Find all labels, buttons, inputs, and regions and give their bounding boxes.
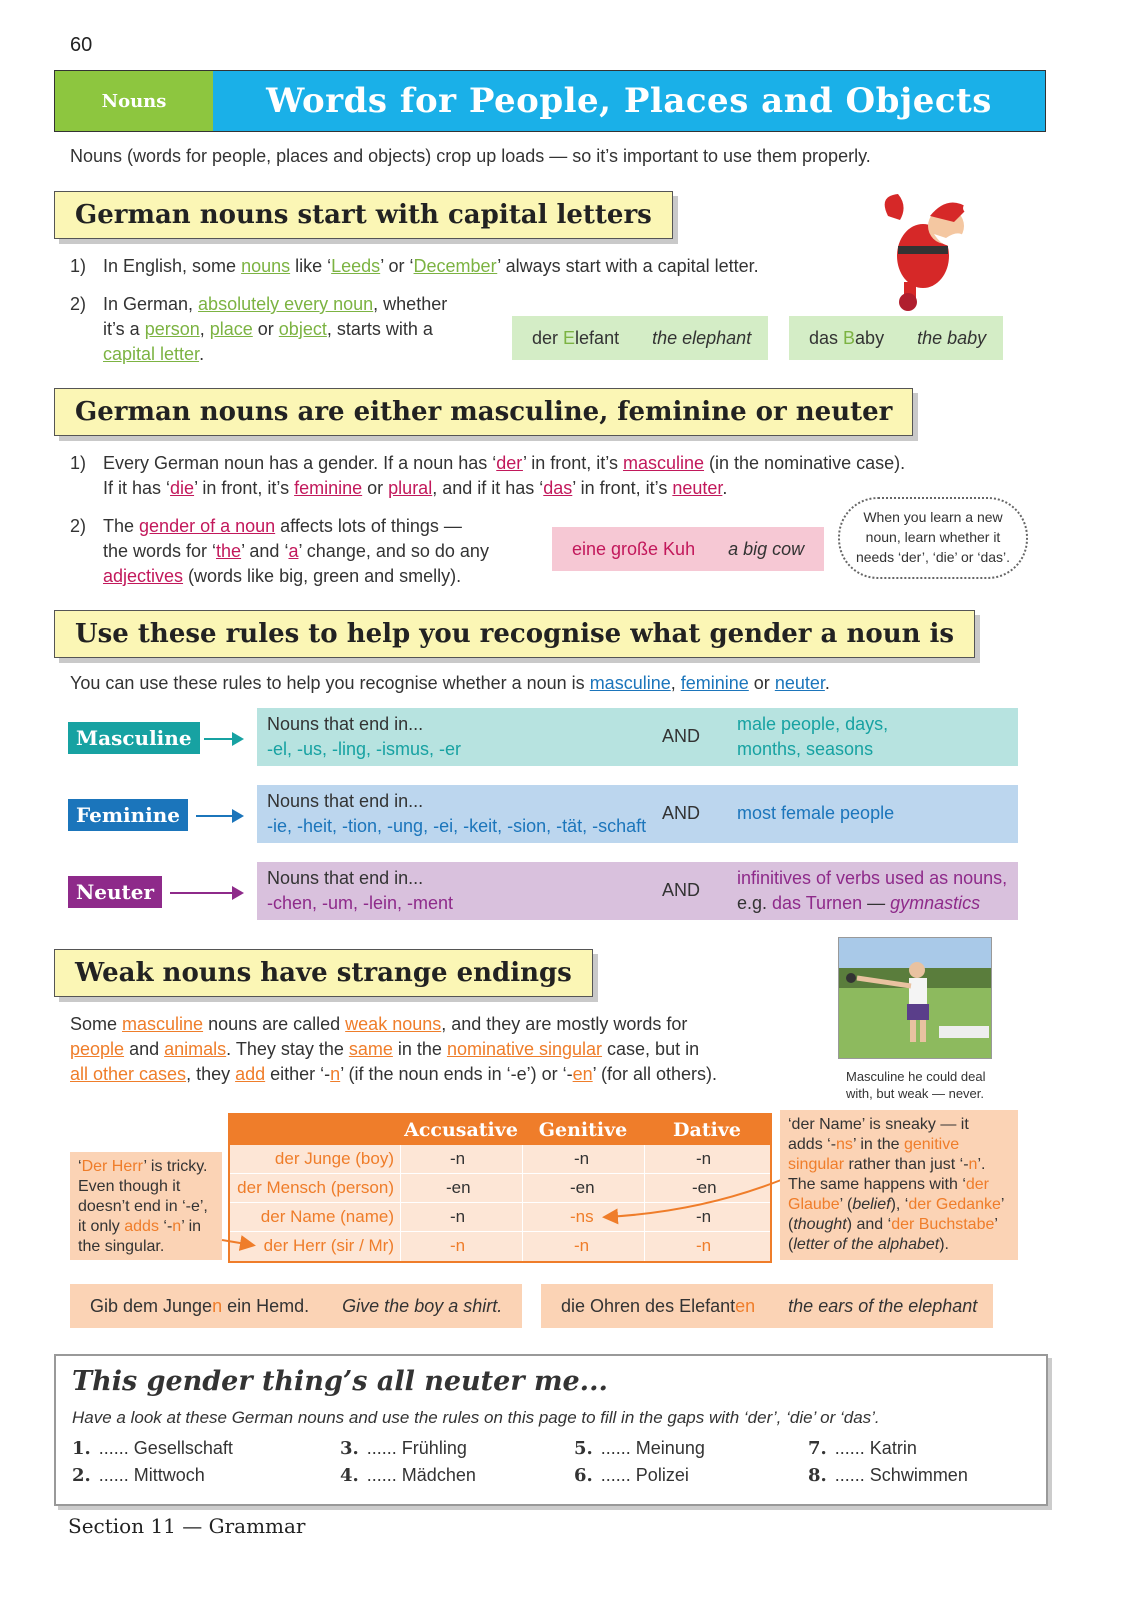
- quiz-word: ...... Meinung: [600, 1438, 705, 1458]
- text-run: ’ in the: [852, 1136, 904, 1153]
- highlight-add: add: [235, 1064, 266, 1084]
- text-run: rather than just ‘-: [844, 1156, 969, 1173]
- header-accusative: Accusative: [400, 1115, 522, 1145]
- rules-intro: [70, 673, 830, 694]
- quiz-title: This gender thing’s all neuter me...: [72, 1366, 608, 1397]
- cell-accusative: -n: [450, 1149, 466, 1168]
- text-run: ’ (if the noun ends in ‘-e’) or ‘-: [340, 1064, 573, 1084]
- note-der-name: [780, 1110, 1018, 1260]
- text-run: either ‘-: [265, 1064, 331, 1084]
- table-corner: [230, 1115, 400, 1145]
- quiz-item: [72, 1438, 233, 1459]
- highlight-december: December: [413, 256, 498, 276]
- text-run: ’ in front, it’s: [194, 478, 295, 498]
- text-run: lefant: [575, 328, 620, 348]
- text-run: ‘: [78, 1158, 82, 1175]
- quiz-number: 2.: [72, 1465, 91, 1486]
- highlight-genitive: genitive: [903, 1136, 960, 1153]
- highlight-feminine: feminine: [294, 478, 363, 498]
- text-run: In German,: [103, 294, 199, 314]
- rule-lead: Nouns that end in...: [267, 868, 424, 888]
- text-run: ) and ‘: [846, 1216, 892, 1233]
- text-run: like ‘: [290, 256, 332, 276]
- list-number: 1): [70, 256, 87, 276]
- text-run: Gib dem Junge: [90, 1296, 213, 1316]
- text-run: ‘-: [158, 1218, 173, 1235]
- quiz-instruction: Have a look at these German nouns and use the rules on this page to fill in the gaps with ‘der’, ‘die’ or ‘das’.: [72, 1408, 880, 1427]
- highlight-absolutely-every-noun: absolutely every noun: [198, 294, 374, 314]
- text-run: aby: [855, 328, 885, 348]
- text-run: ’: [994, 1216, 998, 1233]
- example-word: das Turnen: [772, 893, 863, 913]
- quiz-item: [72, 1465, 205, 1486]
- note-line: needs ‘der’, ‘die’ or ‘das’.: [855, 549, 1011, 565]
- text-run: it’s a: [103, 319, 145, 339]
- cell-genitive: -n: [574, 1236, 590, 1255]
- quiz-number: 8.: [808, 1465, 827, 1486]
- note-bubble: [838, 497, 1028, 579]
- highlight-der-gedanke: der Gedanke: [908, 1196, 1001, 1213]
- example-elephant: [512, 316, 768, 360]
- intro-text: Nouns (words for people, places and objects) crop up loads — so it’s important to use them properly.: [70, 146, 871, 166]
- text-run: der: [532, 328, 564, 348]
- highlight-person: person: [144, 319, 200, 339]
- text-run: You can use these rules to help you recognise whether a noun is: [70, 673, 590, 693]
- rule-extra: male people, days,: [737, 714, 889, 734]
- rule-lead: Nouns that end in...: [267, 791, 424, 811]
- rule-extra: months, seasons: [737, 739, 874, 759]
- text-run: (: [788, 1216, 794, 1233]
- highlight-object: object: [278, 319, 327, 339]
- text-run: the singular.: [78, 1238, 165, 1255]
- translation: Give the boy a shirt.: [342, 1296, 503, 1316]
- quiz-word: ...... Mittwoch: [98, 1465, 205, 1485]
- example-elephant-ears: [541, 1284, 993, 1328]
- highlight-der: der: [965, 1176, 989, 1193]
- label-masculine: Masculine: [68, 722, 200, 754]
- arrow-neuter: [170, 892, 242, 894]
- page-number: 60: [70, 34, 93, 56]
- text-run: ’ in front, it’s: [522, 453, 623, 473]
- text-run: ), ‘: [890, 1196, 909, 1213]
- quiz-item: [574, 1438, 705, 1459]
- rule-extra: most female people: [737, 803, 895, 823]
- text-run: , they: [186, 1064, 236, 1084]
- row-noun: der Name (name): [260, 1207, 394, 1226]
- arrow-feminine: [196, 815, 242, 817]
- text-run: . They stay the: [226, 1039, 349, 1059]
- footer: Section 11 — Grammar: [68, 1514, 306, 1538]
- quiz-item: [808, 1438, 917, 1459]
- text-run: e.g.: [737, 893, 773, 913]
- text-run: , starts with a: [326, 319, 433, 339]
- translation: gymnastics: [890, 893, 981, 913]
- photo-caption: [846, 1068, 985, 1102]
- highlight-n: n: [968, 1156, 978, 1173]
- quiz-word: ...... Katrin: [834, 1438, 917, 1458]
- section2-point-2: [70, 514, 550, 589]
- text-run: ’.: [977, 1156, 986, 1173]
- highlight-n: n: [330, 1064, 341, 1084]
- row-noun: der Junge (boy): [274, 1149, 394, 1168]
- quiz-number: 7.: [808, 1438, 827, 1459]
- arrow-masculine: [204, 738, 242, 740]
- quiz-item: [340, 1438, 467, 1459]
- text-run: ’ change, and so do any: [298, 541, 489, 561]
- header-genitive: Genitive: [522, 1115, 644, 1145]
- highlight-neuter: neuter: [672, 478, 723, 498]
- text-run: and: [124, 1039, 165, 1059]
- highlight-ending: n: [212, 1296, 223, 1316]
- quiz-box: [54, 1354, 1048, 1506]
- text-run: Even though it: [78, 1178, 181, 1195]
- capital-letter: E: [563, 328, 576, 348]
- text-run: it only: [78, 1218, 125, 1235]
- title-bar: [54, 70, 1046, 132]
- highlight-animals: animals: [164, 1039, 227, 1059]
- highlight-n: n: [172, 1218, 182, 1235]
- text-run: adds ‘-: [788, 1136, 837, 1153]
- rule-and: AND: [662, 726, 701, 746]
- text-run: das: [809, 328, 844, 348]
- highlight-ns: ns: [836, 1136, 853, 1153]
- rule-extra: infinitives of verbs used as nouns,: [737, 868, 1008, 888]
- capital-letter: B: [843, 328, 856, 348]
- text-run: ein Hemd.: [222, 1296, 310, 1316]
- text-run: ‘der Name’ is sneaky — it: [788, 1116, 969, 1133]
- section1-point-1: [70, 254, 870, 279]
- highlight-singular: singular: [788, 1156, 845, 1173]
- quiz-number: 1.: [72, 1438, 91, 1459]
- translation: letter of the alphabet: [793, 1236, 940, 1253]
- text-run: ’ always start with a capital letter.: [497, 256, 759, 276]
- text-run: or: [252, 319, 279, 339]
- highlight-adjectives: adjectives: [103, 566, 184, 586]
- highlight-the: the: [216, 541, 242, 561]
- note-line: noun, learn whether it: [865, 529, 1001, 545]
- text-run: the words for ‘: [103, 541, 217, 561]
- heading-weak-nouns: Weak nouns have strange endings: [54, 949, 593, 997]
- text-run: ’ (for all others).: [592, 1064, 718, 1084]
- text-run: ,: [670, 673, 681, 693]
- text-run: In English, some: [103, 256, 242, 276]
- highlight-glaube: Glaube: [788, 1196, 840, 1213]
- highlight-der-herr: Der Herr: [81, 1158, 144, 1175]
- text-run: ’: [1000, 1196, 1005, 1213]
- page-title: Words for People, Places and Objects: [213, 71, 1045, 131]
- quiz-number: 5.: [574, 1438, 593, 1459]
- text-run: ’ and ‘: [241, 541, 289, 561]
- text-run: in the: [392, 1039, 447, 1059]
- heading-capital-letters: German nouns start with capital letters: [54, 191, 673, 239]
- heading-rules: Use these rules to help you recognise what gender a noun is: [54, 610, 975, 658]
- highlight-plural: plural: [388, 478, 433, 498]
- highlight-der-buchstabe: der Buchstabe: [891, 1216, 995, 1233]
- text-run: (in the nominative case).: [704, 453, 906, 473]
- highlight-a: a: [288, 541, 299, 561]
- highlight-das: das: [543, 478, 573, 498]
- cell-genitive: -en: [570, 1178, 595, 1197]
- cell-dative: -n: [696, 1207, 712, 1226]
- text-run: ’ in: [181, 1218, 202, 1235]
- rule-masculine: [257, 708, 1018, 766]
- label-feminine: Feminine: [68, 799, 188, 831]
- text-run: ’ or ‘: [380, 256, 414, 276]
- highlight-adds: adds: [124, 1218, 159, 1235]
- list-number: 2): [70, 516, 87, 536]
- highlight-en: en: [572, 1064, 593, 1084]
- rule-and: AND: [662, 803, 701, 823]
- text-run: (: [788, 1236, 794, 1253]
- text-run: ).: [939, 1236, 949, 1253]
- text-run: If it has ‘: [103, 478, 171, 498]
- text-run: affects lots of things —: [275, 516, 462, 536]
- rule-endings: -chen, -um, -lein, -ment: [267, 893, 454, 913]
- text-run: , and if it has ‘: [432, 478, 544, 498]
- table-row: [230, 1233, 770, 1261]
- quiz-word: ...... Frühling: [366, 1438, 467, 1458]
- highlight-gender-of-a-noun: gender of a noun: [139, 516, 276, 536]
- highlight-neuter: neuter: [774, 673, 825, 693]
- list-number: 1): [70, 453, 87, 473]
- highlight-masculine: masculine: [622, 453, 705, 473]
- text-run: ,: [199, 319, 210, 339]
- highlight-people: people: [70, 1039, 125, 1059]
- row-noun: der Herr (sir / Mr): [263, 1236, 394, 1255]
- text-run: doesn’t end in ‘-e’,: [78, 1198, 208, 1215]
- highlight-same: same: [348, 1039, 393, 1059]
- cell-accusative: -n: [450, 1207, 466, 1226]
- text-run: .: [722, 478, 728, 498]
- text-run: .: [824, 673, 830, 693]
- cell-genitive: -n: [574, 1149, 590, 1168]
- quiz-item: [574, 1465, 689, 1486]
- cell-dative: -en: [692, 1178, 717, 1197]
- example-big-cow: [552, 527, 824, 571]
- german-phrase: eine große Kuh: [572, 539, 696, 559]
- text-run: (words like big, green and smelly).: [183, 566, 462, 586]
- text-run: or: [748, 673, 775, 693]
- cell-accusative: -en: [446, 1178, 471, 1197]
- translation: belief: [852, 1196, 891, 1213]
- translation: a big cow: [728, 539, 805, 559]
- translation: thought: [793, 1216, 847, 1233]
- text-run: Every German noun has a gender. If a noun has ‘: [103, 453, 497, 473]
- caption-line: with, but weak — never.: [846, 1086, 985, 1101]
- highlight-masculine: masculine: [122, 1014, 204, 1034]
- list-number: 2): [70, 294, 87, 314]
- rule-and: AND: [662, 880, 701, 900]
- table-row: [230, 1204, 770, 1232]
- text-run: nouns are called: [203, 1014, 346, 1034]
- highlight-nouns: nouns: [241, 256, 291, 276]
- quiz-word: ...... Schwimmen: [834, 1465, 968, 1485]
- santa-illustration: [868, 186, 978, 311]
- row-noun: der Mensch (person): [237, 1178, 394, 1197]
- rule-feminine: [257, 785, 1018, 843]
- highlight-ending: en: [735, 1296, 756, 1316]
- text-run: The same happens with ‘: [788, 1176, 966, 1193]
- note-der-herr: [70, 1152, 222, 1260]
- text-run: .: [199, 344, 205, 364]
- text-run: , and they are mostly words for: [441, 1014, 688, 1034]
- highlight-masculine: masculine: [589, 673, 671, 693]
- section1-point-2: [70, 292, 500, 367]
- section-tag: Nouns: [55, 71, 213, 131]
- table-row: [230, 1146, 770, 1174]
- quiz-item: [340, 1465, 476, 1486]
- text-run: —: [862, 893, 891, 913]
- rule-endings: -ie, -heit, -tion, -ung, -ei, -keit, -sion, -tät, -schaft: [267, 816, 647, 836]
- quiz-number: 3.: [340, 1438, 359, 1459]
- quiz-word: ...... Gesellschaft: [98, 1438, 233, 1458]
- label-neuter: Neuter: [68, 876, 162, 908]
- text-run: ’ is tricky.: [143, 1158, 208, 1175]
- highlight-capital-letter: capital letter: [103, 344, 200, 364]
- rule-neuter: [257, 862, 1018, 920]
- highlight-leeds: Leeds: [331, 256, 381, 276]
- header-dative: Dative: [644, 1115, 770, 1145]
- caption-line: Masculine he could deal: [846, 1069, 986, 1084]
- text-run: Some: [70, 1014, 123, 1034]
- text-run: The: [103, 516, 140, 536]
- text-run: die Ohren des Elefant: [561, 1296, 736, 1316]
- cell-genitive-highlight: -ns: [570, 1207, 594, 1226]
- example-baby: [789, 316, 1003, 360]
- cell-dative: -n: [696, 1236, 712, 1255]
- highlight-place: place: [209, 319, 253, 339]
- note-line: When you learn a new: [863, 509, 1003, 525]
- highlight-all-other-cases: all other cases: [70, 1064, 187, 1084]
- weak-nouns-paragraph: [70, 1012, 830, 1087]
- translation: the baby: [917, 328, 987, 348]
- quiz-item: [808, 1465, 968, 1486]
- cell-accusative: -n: [450, 1236, 466, 1255]
- highlight-feminine: feminine: [680, 673, 749, 693]
- quiz-number: 4.: [340, 1465, 359, 1486]
- section2-point-1: [70, 451, 1010, 501]
- cell-dative: -n: [696, 1149, 712, 1168]
- text-run: or: [362, 478, 389, 498]
- heading-gender: German nouns are either masculine, feminine or neuter: [54, 388, 913, 436]
- quiz-word: ...... Polizei: [600, 1465, 689, 1485]
- rule-endings: -el, -us, -ling, -ismus, -er: [267, 739, 462, 759]
- rule-lead: Nouns that end in...: [267, 714, 424, 734]
- quiz-word: ...... Mädchen: [366, 1465, 476, 1485]
- text-run: , whether: [373, 294, 448, 314]
- example-boy-shirt: [70, 1284, 522, 1328]
- quiz-number: 6.: [574, 1465, 593, 1486]
- translation: the elephant: [652, 328, 752, 348]
- weak-noun-table: [228, 1113, 772, 1263]
- translation: the ears of the elephant: [788, 1296, 978, 1316]
- highlight-weak-nouns: weak nouns: [345, 1014, 442, 1034]
- highlight-nominative-singular: nominative singular: [446, 1039, 603, 1059]
- text-run: ’ (: [839, 1196, 853, 1213]
- highlight-der: der: [496, 453, 523, 473]
- text-run: case, but in: [602, 1039, 700, 1059]
- text-run: ’ in front, it’s: [572, 478, 673, 498]
- table-row: [230, 1175, 770, 1203]
- hammer-thrower-photo: [838, 937, 992, 1059]
- highlight-die: die: [170, 478, 195, 498]
